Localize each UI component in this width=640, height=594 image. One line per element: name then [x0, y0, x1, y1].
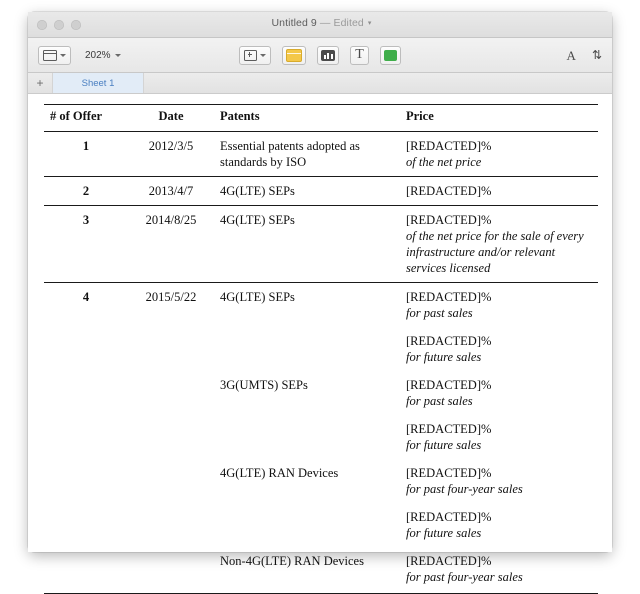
col-header-price: Price: [400, 105, 598, 132]
price-note: for past sales: [406, 306, 473, 320]
col-header-offer-number: # of Offer: [44, 105, 128, 132]
cell-date: [128, 327, 214, 371]
col-header-patents: Patents: [214, 105, 400, 132]
cell-date: [128, 371, 214, 415]
table-row[interactable]: [44, 371, 598, 415]
price-note: of the net price: [406, 155, 482, 169]
cell-patents: 4G(LTE) SEPs: [214, 206, 400, 283]
add-chart-button[interactable]: [317, 46, 339, 65]
toolbar-left-group: [38, 46, 121, 65]
price-note: for past four-year sales: [406, 482, 523, 496]
price-value: [REDACTED]%: [406, 334, 492, 348]
cell-offer-number: 2: [44, 177, 128, 206]
cell-date: [128, 415, 214, 459]
sheet-tab-sheet-1[interactable]: Sheet 1: [53, 73, 144, 93]
cell-patents: 4G(LTE) SEPs: [220, 290, 295, 304]
price-value: [REDACTED]%: [406, 378, 492, 392]
table-row[interactable]: [44, 177, 598, 206]
chevron-down-icon: [260, 54, 266, 57]
chevron-down-icon: [115, 54, 121, 57]
cell-price: [400, 327, 598, 371]
price-note: for future sales: [406, 438, 482, 452]
table-row[interactable]: [44, 327, 598, 371]
document-edited-separator: —: [316, 17, 334, 29]
format-icon[interactable]: A: [566, 47, 576, 63]
cell-price: [400, 415, 598, 459]
cell-date: [128, 547, 214, 591]
cell-date: [128, 459, 214, 503]
add-text-button[interactable]: [350, 46, 369, 65]
add-table-button[interactable]: [282, 46, 306, 65]
table-header: [44, 105, 598, 132]
cell-patents: [214, 503, 400, 547]
title-bar[interactable]: [28, 12, 612, 38]
table-row[interactable]: [44, 206, 598, 283]
shape-icon: [384, 50, 397, 61]
insert-icon: [244, 50, 257, 61]
cell-price: [400, 503, 598, 547]
price-note: of the net price for the sale of every infrastructure and/or relevant services licensed: [406, 229, 584, 275]
table-row[interactable]: [44, 459, 598, 503]
price-value: [REDACTED]%: [406, 466, 492, 480]
cell-patents: Non-4G(LTE) RAN Devices: [220, 554, 364, 568]
cell-patents: 3G(UMTS) SEPs: [220, 378, 308, 392]
toolbar: [28, 38, 612, 73]
cell-price: [400, 283, 598, 328]
app-window: [28, 12, 612, 584]
cell-price: [400, 547, 598, 591]
table-row[interactable]: [44, 132, 598, 177]
price-value: [REDACTED]%: [406, 510, 492, 524]
price-note: for past four-year sales: [406, 570, 523, 584]
offers-document: [44, 104, 598, 594]
offers-table: [44, 104, 598, 591]
cell-date: 2014/8/25: [128, 206, 214, 283]
price-value: [REDACTED]%: [406, 554, 492, 568]
cell-price: [400, 177, 598, 206]
table-body: [44, 132, 598, 592]
cell-patents: [214, 415, 400, 459]
add-shape-button[interactable]: [380, 46, 401, 65]
cell-offer-number: [44, 371, 128, 415]
cell-offer-number: [44, 327, 128, 371]
zoom-level-label: 202%: [85, 49, 111, 61]
cell-patents: 4G(LTE) SEPs: [214, 177, 400, 206]
cell-offer-number: [44, 547, 128, 591]
cell-price: [400, 132, 598, 177]
table-row[interactable]: [44, 283, 598, 328]
chevron-down-icon: [60, 54, 66, 57]
chevron-down-icon[interactable]: ▾: [367, 19, 372, 27]
cell-price: [400, 459, 598, 503]
table-header-row: [44, 105, 598, 132]
document-title: Untitled 9: [271, 17, 317, 29]
window-title: [28, 17, 612, 29]
price-value: [REDACTED]%: [406, 184, 492, 198]
view-button[interactable]: [38, 46, 71, 65]
table-row[interactable]: [44, 415, 598, 459]
price-note: for future sales: [406, 350, 482, 364]
toolbar-right-group: [567, 49, 601, 62]
price-value: [REDACTED]%: [406, 290, 492, 304]
table-icon: [286, 49, 302, 62]
view-icon: [43, 50, 57, 61]
document-canvas[interactable]: [28, 94, 612, 584]
price-note: for future sales: [406, 526, 482, 540]
add-sheet-button[interactable]: +: [28, 73, 53, 93]
col-header-date: Date: [128, 105, 214, 132]
chart-icon: [321, 50, 335, 61]
cell-offer-number: [44, 415, 128, 459]
document-edited-label: Edited: [333, 17, 364, 29]
cell-offer-number: 3: [44, 206, 128, 283]
insert-button[interactable]: [239, 46, 271, 65]
sort-icon[interactable]: ⇅: [591, 48, 601, 62]
cell-price: [400, 206, 598, 283]
table-row[interactable]: [44, 503, 598, 547]
cell-date: [128, 503, 214, 547]
text-icon: T: [355, 47, 364, 62]
cell-patents: Essential patents adopted as standards by ISO: [214, 132, 400, 177]
table-row[interactable]: [44, 547, 598, 591]
cell-date: 2012/3/5: [128, 132, 214, 177]
cell-offer-number: 4: [82, 290, 90, 304]
cell-offer-number: [44, 503, 128, 547]
cell-date: 2013/4/7: [128, 177, 214, 206]
zoom-control[interactable]: [80, 50, 121, 61]
sheet-tab-bar: [28, 73, 612, 94]
cell-offer-number: [44, 459, 128, 503]
price-value: [REDACTED]%: [406, 422, 492, 436]
price-value: [REDACTED]%: [406, 139, 492, 153]
toolbar-center-group: [239, 46, 401, 65]
cell-date: 2015/5/22: [145, 290, 197, 304]
cell-patents: 4G(LTE) RAN Devices: [220, 466, 339, 480]
price-note: for past sales: [406, 394, 473, 408]
cell-patents: [214, 327, 400, 371]
price-value: [REDACTED]%: [406, 213, 492, 227]
cell-offer-number: 1: [44, 132, 128, 177]
cell-price: [400, 371, 598, 415]
